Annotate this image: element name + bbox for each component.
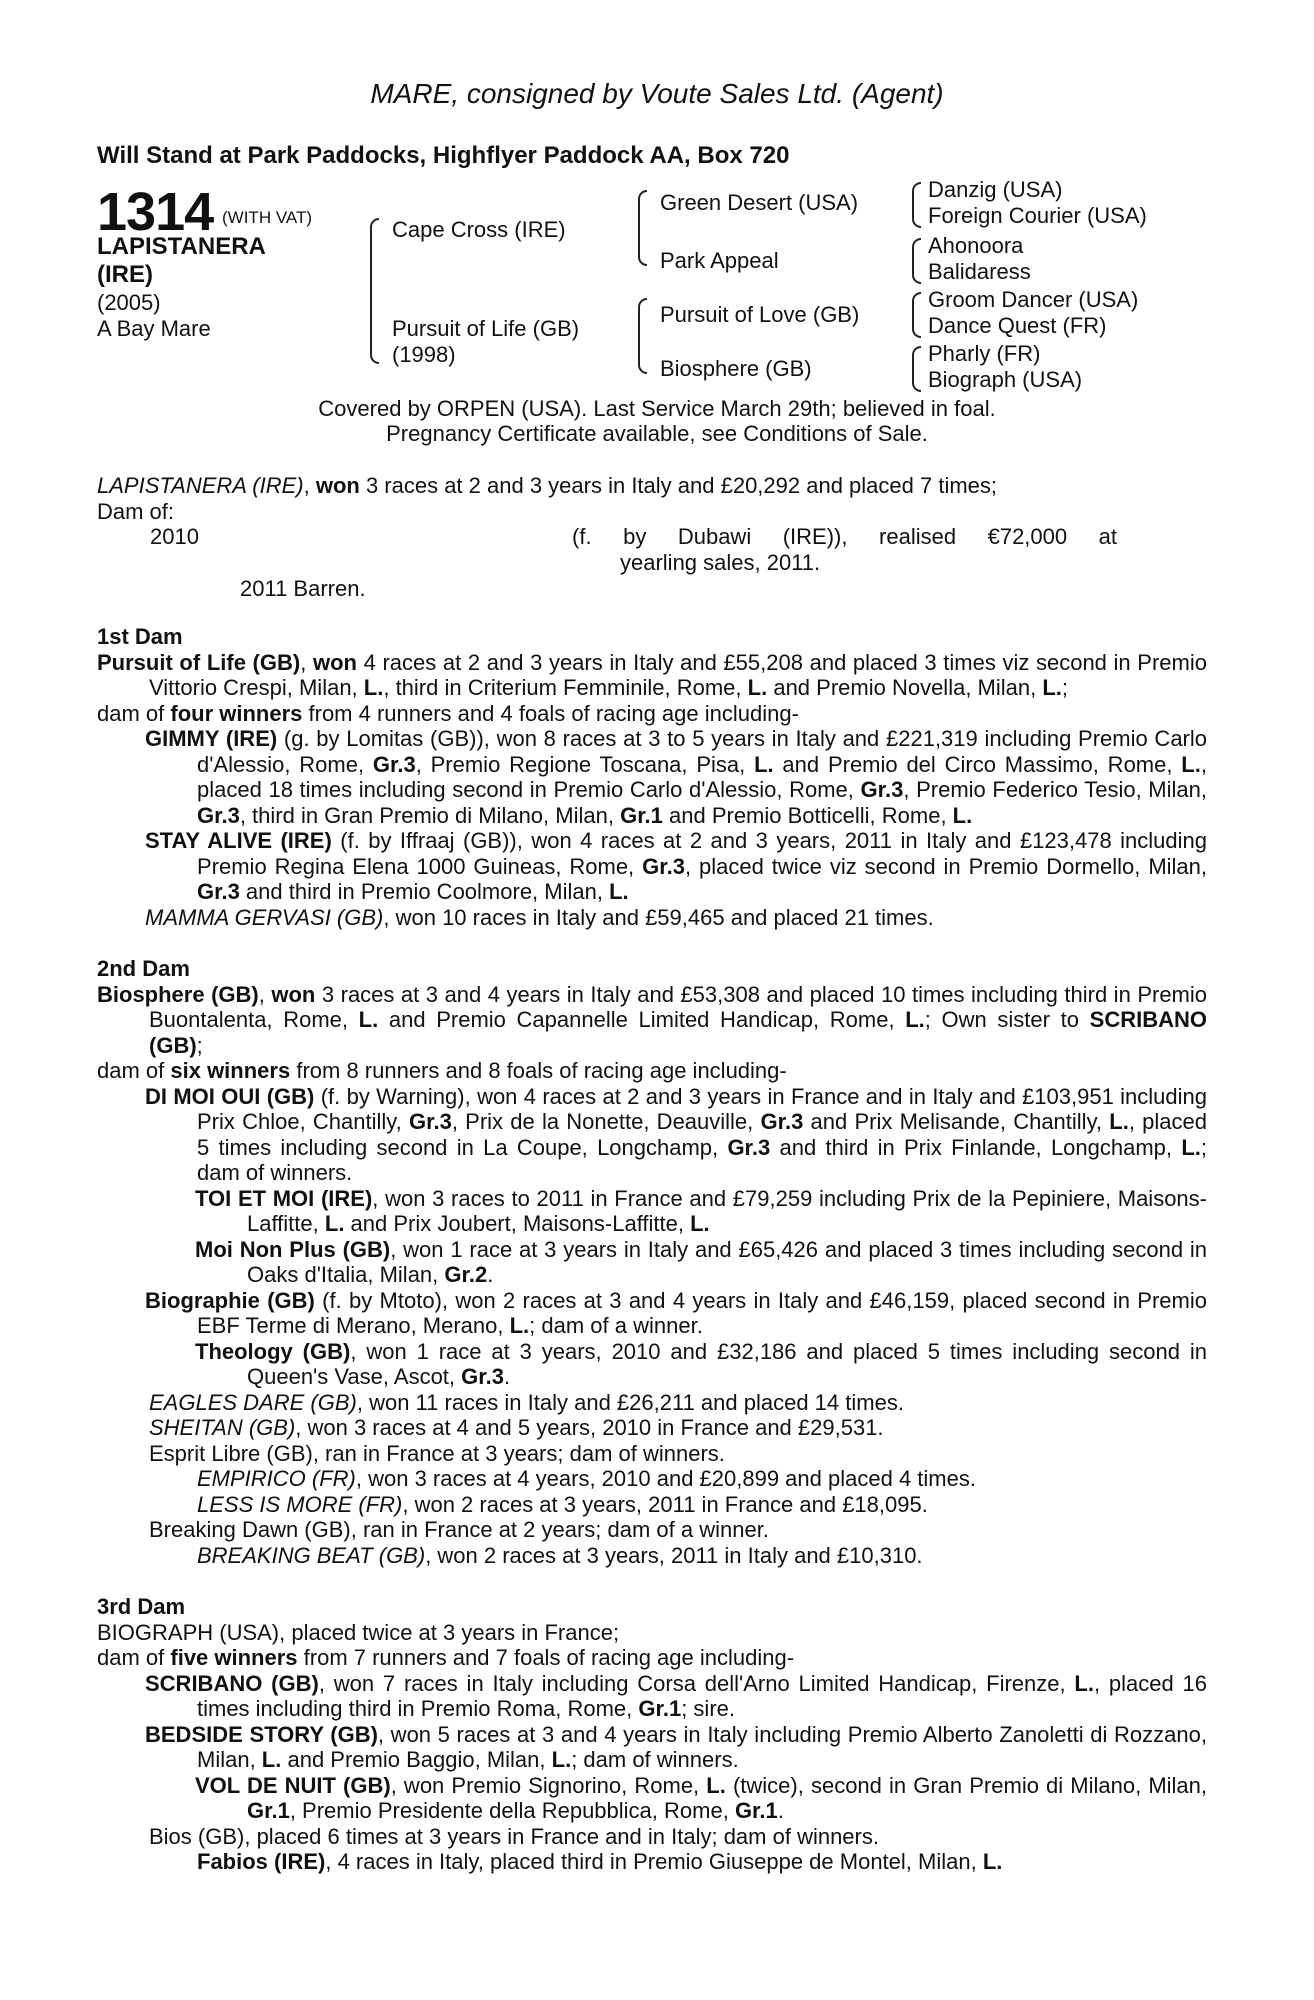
second-dam-heading: 2nd Dam [97, 956, 190, 981]
eagles-dare-name: EAGLES DARE (GB) [149, 1389, 357, 1415]
bedside-story-record [97, 1722, 1207, 1773]
stay-alive-g1: Gr.3 [642, 853, 685, 879]
gimmy-record [97, 726, 1207, 828]
horse-origin: (IRE) [97, 261, 153, 288]
biographie-t2: ; dam of a winner. [529, 1313, 703, 1338]
sheitan-name: SHEITAN (GB) [149, 1415, 296, 1440]
pedigree-dds: Pharly (FR) [928, 341, 1041, 366]
second-dam-dam-of [97, 1058, 1207, 1084]
stay-alive-g2: Gr.3 [197, 879, 240, 904]
bedside-story-t1: , won 5 races at 3 and 4 years in Italy including Premio Alberto Zanoletti di Rozzano, Milan, [197, 1721, 1207, 1772]
vol-de-nuit-t1: , won Premio Signorino, Rome, [390, 1772, 707, 1798]
first-dam-L1: L. [363, 675, 384, 700]
horse-name: LAPISTANERA [97, 233, 266, 260]
pedigree-brace-sd [912, 238, 921, 284]
vol-de-nuit-record [97, 1773, 1207, 1824]
di-moi-oui-g1: Gr.3 [409, 1109, 452, 1134]
breaking-beat-record [97, 1543, 1207, 1569]
pedigree-sss: Danzig (USA) [928, 177, 1063, 202]
biographie-L1: L. [509, 1313, 530, 1338]
toi-et-moi-record [97, 1186, 1207, 1237]
moi-non-plus-t1: , won 1 race at 3 years in Italy and £65,426 and placed 3 times including second in Oaks d'Italia, Milan, [247, 1236, 1207, 1287]
scribano-record [97, 1671, 1207, 1722]
moi-non-plus-record [97, 1237, 1207, 1288]
theology-t2: . [503, 1364, 511, 1389]
pedigree-dss: Groom Dancer (USA) [928, 287, 1139, 312]
third-dam-dam-of [97, 1645, 1207, 1671]
bedside-story-t3: ; dam of winners. [571, 1747, 739, 1772]
first-dam-dam-of-c: from 4 runners and 4 foals of racing age including- [302, 700, 799, 726]
fabios-record [97, 1849, 1207, 1875]
third-dam-dam-of-b: five winners [170, 1645, 298, 1670]
theology-record [97, 1339, 1207, 1390]
scribano-name: SCRIBANO (GB) [145, 1670, 319, 1696]
pedigree-sire: Cape Cross (IRE) [392, 217, 566, 242]
gimmy-t5: , Premio Federico Tesio, Milan, [903, 777, 1207, 802]
first-dam-t3: and Premio Novella, Milan, [767, 675, 1043, 700]
produce-2010-year: 2010 [150, 524, 199, 549]
pedigree-brace-main [370, 218, 379, 364]
pedigree-brace-ds [912, 292, 921, 338]
pedigree-brace-ss [912, 182, 921, 228]
di-moi-oui-t3: and Prix Melisande, Chantilly, [803, 1109, 1110, 1134]
produce-2010-text-1: (f. by Dubawi (IRE)), realised €72,000 at [572, 524, 1117, 549]
di-moi-oui-record [97, 1084, 1207, 1186]
third-dam-dam-of-c: from 7 runners and 7 foals of racing age including- [297, 1645, 795, 1670]
toi-et-moi-t2: and Prix Joubert, Maisons-Laffitte, [344, 1211, 691, 1236]
scribano-t1: , won 7 races in Italy including Corsa dell'Arno Limited Handicap, Firenze, [318, 1670, 1075, 1696]
pedigree-sdd: Balidaress [928, 259, 1031, 284]
fabios-L1: L. [982, 1849, 1003, 1874]
pedigree-dam-sire: Pursuit of Love (GB) [660, 302, 860, 327]
vol-de-nuit-g1: Gr.1 [247, 1798, 290, 1823]
lot-number: 1314 [97, 182, 214, 242]
intro-name: LAPISTANERA (IRE) [97, 473, 304, 498]
third-dam-dam-of-a: dam of [97, 1645, 171, 1670]
stay-alive-t1: (f. by Iffraaj (GB)), won 4 races at 2 and 3 years, 2011 in Italy and £123,478 including Premio Regina Elena 1000 Guineas, Rome, [197, 828, 1207, 879]
moi-non-plus-g1: Gr.2 [444, 1262, 488, 1287]
second-dam-t1: 3 races at 3 and 4 years in Italy and £53,308 and placed 10 times including third in Premio Buontalenta, Rome, [149, 981, 1207, 1032]
empirico-t1: , won 3 races at 4 years, 2010 and £20,899 and placed 4 times. [355, 1466, 976, 1491]
biographie-t1: (f. by Mtoto), won 2 races at 3 and 4 years in Italy and £46,159, placed second in Premio EBF Terme di Merano, Merano, [197, 1287, 1207, 1338]
esprit-libre-record: Esprit Libre (GB), ran in France at 3 years; dam of winners. [149, 1440, 725, 1466]
toi-et-moi-L2: L. [690, 1211, 710, 1236]
pedigree-dam-year: (1998) [392, 342, 456, 367]
stay-alive-L1: L. [609, 879, 629, 904]
covering-line-2: Pregnancy Certificate available, see Conditions of Sale. [386, 421, 928, 446]
sheitan-record [97, 1415, 1207, 1441]
first-dam-dam-of [97, 701, 1207, 727]
pedigree-dsd: Dance Quest (FR) [928, 313, 1107, 338]
pedigree-dam: Pursuit of Life (GB) [392, 316, 580, 341]
gimmy-t3: and Premio del Circo Massimo, Rome, [773, 751, 1182, 777]
second-dam-t4: ; [196, 1032, 203, 1058]
vol-de-nuit-name: VOL DE NUIT (GB) [195, 1772, 391, 1798]
third-dam-record: BIOGRAPH (USA), placed twice at 3 years in France; [97, 1619, 620, 1645]
di-moi-oui-t5: and third in Prix Finlande, Longchamp, [770, 1134, 1182, 1160]
gimmy-L2: L. [1181, 751, 1201, 777]
intro-won: won [315, 473, 360, 498]
vol-de-nuit-g2: Gr.1 [734, 1798, 778, 1823]
first-dam-heading: 1st Dam [97, 624, 183, 649]
fabios-t1: , 4 races in Italy, placed third in Premio Giuseppe de Montel, Milan, [325, 1849, 983, 1874]
first-dam-t2: , third in Criterium Femminile, Rome, [383, 675, 748, 700]
gimmy-L3: L. [952, 802, 973, 828]
bedside-story-t2: and Premio Baggio, Milan, [281, 1747, 552, 1772]
produce-2011: 2011 Barren. [240, 576, 366, 601]
second-dam-sister: SCRIBANO (GB) [149, 1007, 1207, 1058]
gimmy-t7: and Premio Botticelli, Rome, [662, 802, 953, 828]
second-dam-L1: L. [358, 1007, 379, 1032]
covering-line-1: Covered by ORPEN (USA). Last Service March 29th; believed in foal. [318, 396, 996, 421]
di-moi-oui-t6: ; dam of winners. [197, 1134, 1207, 1185]
gimmy-g4: Gr.1 [620, 802, 663, 828]
intro-line: LAPISTANERA (IRE), won 3 races at 2 and 3 years in Italy and £20,292 and placed 7 times; [97, 473, 998, 498]
intro-dam-of: Dam of: [97, 499, 175, 524]
eagles-dare-record [97, 1390, 1207, 1416]
breaking-beat-t1: , won 2 races at 3 years, 2011 in Italy and £10,310. [425, 1542, 923, 1568]
toi-et-moi-L1: L. [324, 1211, 345, 1236]
gimmy-g1: Gr.3 [372, 751, 416, 777]
second-dam-record: Biosphere (GB), won 3 races at 3 and 4 years in Italy and £53,308 and placed 10 times including third in Premio Buontalenta, Rome, L. and Premio Capannelle Limited Handicap, Rome, L.; Own sister to SCRIBANO (GB); [97, 981, 1207, 1058]
gimmy-t1: (g. by Lomitas (GB)), won 8 races at 3 to 5 years in Italy and £221,319 including Premio Carlo d'Alessio, Rome, [197, 726, 1208, 777]
second-dam-won: won [271, 981, 316, 1007]
horse-desc: A Bay Mare [97, 316, 211, 341]
di-moi-oui-g3: Gr.3 [727, 1134, 771, 1160]
gimmy-t6: , third in Gran Premio di Milano, Milan, [239, 802, 621, 828]
pedigree-sire-sire: Green Desert (USA) [660, 190, 859, 215]
less-is-more-record [97, 1492, 1207, 1518]
fabios-name: Fabios (IRE) [197, 1849, 326, 1874]
scribano-g1: Gr.1 [638, 1696, 682, 1721]
pedigree-ssd: Foreign Courier (USA) [928, 203, 1147, 228]
di-moi-oui-t2: , Prix de la Nonette, Deauville, [451, 1109, 761, 1134]
eagles-dare-t1: , won 11 races in Italy and £26,211 and placed 14 times. [356, 1389, 904, 1415]
sheitan-t1: , won 3 races at 4 and 5 years, 2010 in France and £29,531. [295, 1415, 884, 1440]
moi-non-plus-name: Moi Non Plus (GB) [195, 1236, 391, 1262]
scribano-L1: L. [1074, 1670, 1094, 1696]
gimmy-g2: Gr.3 [860, 777, 904, 802]
second-dam-name: Biosphere (GB) [97, 981, 259, 1007]
toi-et-moi-name: TOI ET MOI (IRE) [195, 1185, 373, 1211]
first-dam-won: won [312, 649, 357, 675]
gimmy-t4: , placed 18 times including second in Premio Carlo d'Alessio, Rome, [197, 751, 1207, 802]
first-dam-t1: 4 races at 2 and 3 years in Italy and £55,208 and placed 3 times viz second in Premio Vittorio Crespi, Milan, [149, 649, 1207, 700]
biographie-name: Biographie (GB) [145, 1287, 315, 1313]
catalogue-body [97, 624, 1207, 1875]
di-moi-oui-L1: L. [1109, 1109, 1129, 1134]
theology-name: Theology (GB) [195, 1338, 351, 1364]
stay-alive-record [97, 828, 1207, 905]
vat-note: (WITH VAT) [222, 208, 313, 227]
second-dam-dam-of-b: six winners [170, 1058, 291, 1083]
first-dam-L2: L. [747, 675, 768, 700]
scribano-t3: ; sire. [681, 1696, 735, 1721]
pedigree-ddd: Biograph (USA) [928, 367, 1083, 392]
empirico-record [97, 1466, 1207, 1492]
vol-de-nuit-L1: L. [706, 1772, 726, 1798]
second-dam-dam-of-a: dam of [97, 1058, 171, 1083]
bios-record: Bios (GB), placed 6 times at 3 years in France and in Italy; dam of winners. [149, 1823, 879, 1849]
pedigree-brace-dd [912, 346, 921, 392]
first-dam-dam-of-b: four winners [170, 700, 303, 726]
mamma-record [97, 905, 1207, 931]
gimmy-L1: L. [754, 751, 774, 777]
di-moi-oui-name: DI MOI OUI (GB) [145, 1083, 315, 1109]
di-moi-oui-L2: L. [1181, 1134, 1201, 1160]
scribano-t2: , placed 16 times including third in Premio Roma, Rome, [197, 1670, 1208, 1721]
horse-year: (2005) [97, 290, 161, 315]
stay-alive-t3: and third in Premio Coolmore, Milan, [239, 879, 610, 904]
pedigree-sds: Ahonoora [928, 233, 1024, 258]
pedigree-sire-dam: Park Appeal [660, 248, 779, 273]
vol-de-nuit-t2: (twice), second in Gran Premio di Milano, Milan, [725, 1772, 1207, 1798]
first-dam-dam-of-a: dam of [97, 700, 171, 726]
bedside-story-name: BEDSIDE STORY (GB) [145, 1721, 378, 1747]
third-dam-heading: 3rd Dam [97, 1594, 186, 1619]
first-dam-t4: ; [1061, 675, 1069, 700]
produce-2010-text-2: yearling sales, 2011. [620, 550, 821, 575]
second-dam-t3: ; Own sister to [924, 1007, 1090, 1032]
gimmy-g3: Gr.3 [197, 802, 240, 828]
bedside-story-L1: L. [261, 1747, 282, 1772]
pedigree-brace-sire [638, 190, 647, 266]
mamma-name: MAMMA GERVASI (GB) [145, 904, 384, 930]
pedigree-dam-dam: Biosphere (GB) [660, 356, 812, 381]
biographie-record [97, 1288, 1207, 1339]
stay-alive-t2: , placed twice viz second in Premio Dormello, Milan, [684, 853, 1207, 879]
first-dam-L3: L. [1042, 675, 1062, 700]
gimmy-name: GIMMY (IRE) [145, 726, 278, 751]
empirico-name: EMPIRICO (FR) [197, 1466, 356, 1491]
vol-de-nuit-t3: , Premio Presidente della Repubblica, Rome, [289, 1798, 735, 1823]
consignor-line: MARE, consigned by Voute Sales Ltd. (Agent) [370, 78, 944, 109]
second-dam-t2: and Premio Capannelle Limited Handicap, Rome, [378, 1007, 906, 1032]
pedigree-brace-dam [638, 298, 647, 374]
theology-g1: Gr.3 [461, 1364, 504, 1389]
stay-alive-name: STAY ALIVE (IRE) [145, 828, 332, 853]
toi-et-moi-t1: , won 3 races to 2011 in France and £79,259 including Prix de la Pepiniere, Maisons-Laffitte, [247, 1185, 1207, 1236]
bedside-story-L2: L. [551, 1747, 572, 1772]
moi-non-plus-t2: . [487, 1262, 494, 1287]
second-dam-dam-of-c: from 8 runners and 8 foals of racing age including- [290, 1058, 787, 1083]
first-dam-name: Pursuit of Life (GB) [97, 649, 301, 675]
breaking-dawn-record: Breaking Dawn (GB), ran in France at 2 years; dam of a winner. [149, 1517, 769, 1542]
di-moi-oui-t4: , placed 5 times including second in La Coupe, Longchamp, [197, 1109, 1207, 1160]
intro-rest: 3 races at 2 and 3 years in Italy and £20,292 and placed 7 times; [359, 473, 998, 498]
stand-location: Will Stand at Park Paddocks, Highflyer Paddock AA, Box 720 [97, 142, 790, 169]
gimmy-t2: , Premio Regione Toscana, Pisa, [415, 751, 755, 777]
first-dam-record: Pursuit of Life (GB), won 4 races at 2 and 3 years in Italy and £55,208 and placed 3 times viz second in Premio Vittorio Crespi, Milan, L., third in Criterium Femminile, Rome, L. and Premio Novella, Milan, L.; [97, 649, 1207, 700]
second-dam-L2: L. [905, 1007, 925, 1032]
di-moi-oui-t1: (f. by Warning), won 4 races at 2 and 3 years in France and in Italy and £103,951 including Prix Chloe, Chantilly, [197, 1083, 1208, 1134]
vol-de-nuit-t4: . [777, 1798, 784, 1823]
breaking-beat-name: BREAKING BEAT (GB) [197, 1542, 426, 1568]
theology-t1: , won 1 race at 3 years, 2010 and £32,186 and placed 5 times including second in Queen's Vase, Ascot, [247, 1338, 1207, 1389]
di-moi-oui-g2: Gr.3 [760, 1109, 804, 1134]
mamma-t1: , won 10 races in Italy and £59,465 and placed 21 times. [383, 904, 934, 930]
less-is-more-t1: , won 2 races at 3 years, 2011 in France and £18,095. [402, 1491, 928, 1517]
less-is-more-name: LESS IS MORE (FR) [197, 1491, 403, 1517]
